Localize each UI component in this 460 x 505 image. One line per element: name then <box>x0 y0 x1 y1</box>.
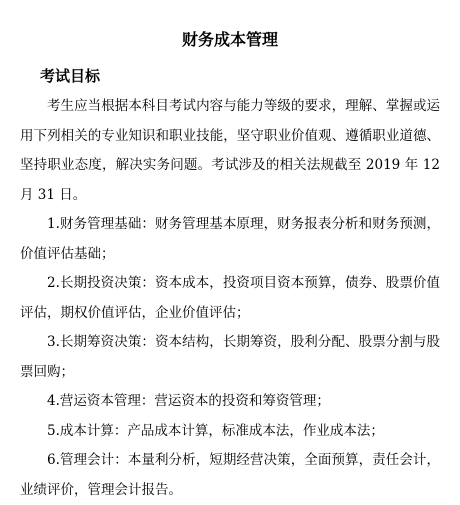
list-item: 3.长期筹资决策：资本结构，长期筹资，股利分配、股票分割与股票回购； <box>20 334 440 380</box>
list-item: 5.成本计算：产品成本计算，标准成本法，作业成本法； <box>47 422 384 439</box>
intro-paragraph: 考生应当根据本科目考试内容与能力等级的要求，理解、掌握或运用下列相关的专业知识和职业技能，坚守职业价值观、遵循职业道德、坚持职业态度，解决实务问题。考试涉及的相关法规截至 2019 年 12 月 31 日。 <box>20 98 440 203</box>
list-item: 1.财务管理基础：财务管理基本原理，财务报表分析和财务预测，价值评估基础； <box>20 216 440 262</box>
section-heading: 考试目标 <box>40 67 101 85</box>
list-item: 4.营运资本管理：营运资本的投资和筹资管理； <box>47 393 330 409</box>
list-item: 6.管理会计：本量利分析，短期经营决策，全面预算，责任会计，业绩评价，管理会计报告。 <box>20 452 440 498</box>
list-item: 2.长期投资决策：资本成本，投资项目资本预算，债券、股票价值评估，期权价值评估，企业价值评估； <box>20 275 440 321</box>
document-title: 财务成本管理 <box>181 30 278 49</box>
document-body <box>20 92 440 505</box>
